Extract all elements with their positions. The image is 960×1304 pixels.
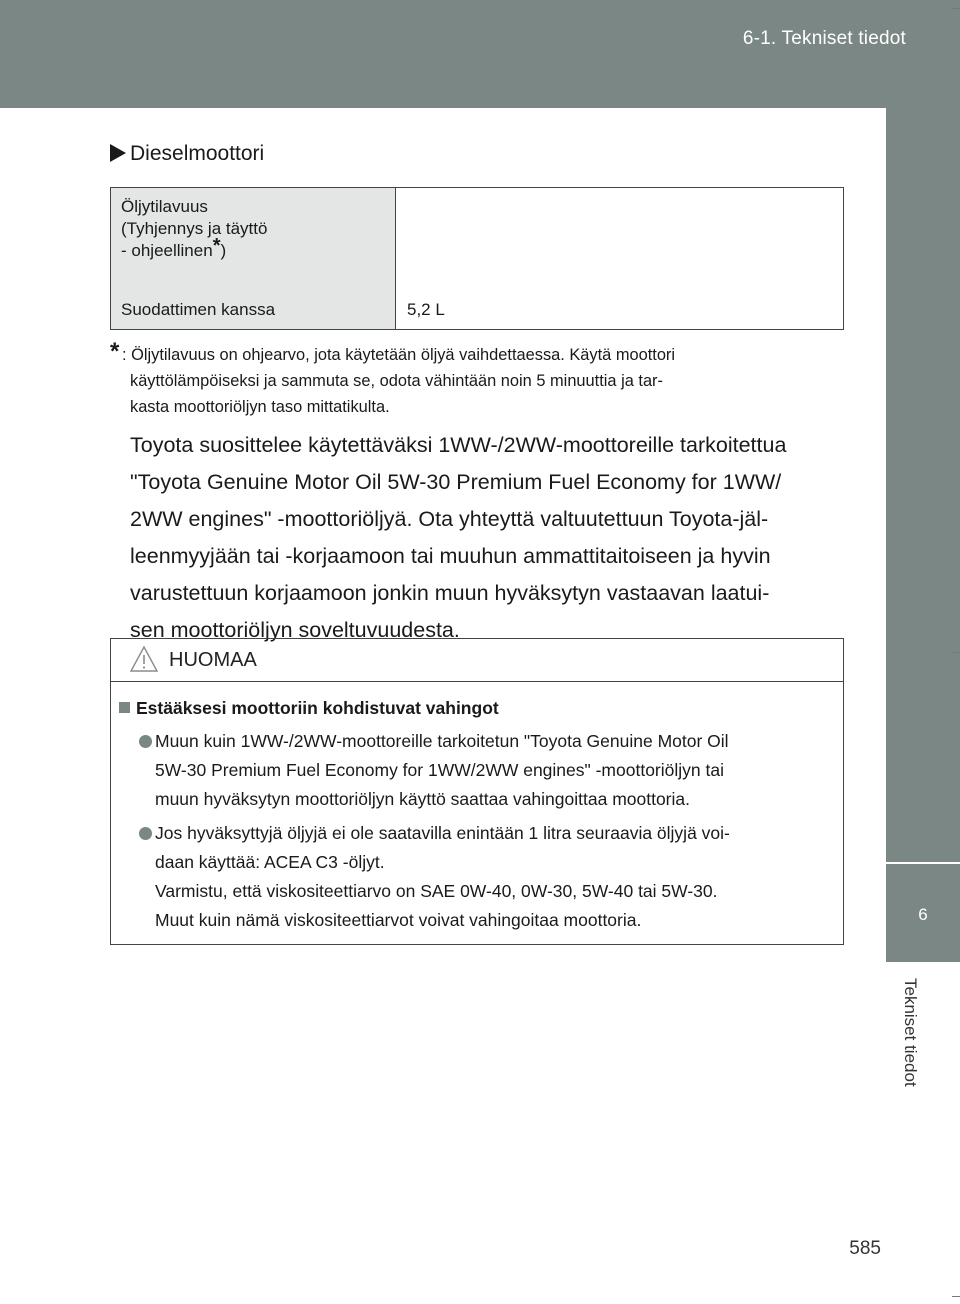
warning-triangle-icon: [129, 645, 159, 678]
bullet-line: Jos hyväksyttyjä öljyjä ei ole saatavilla enintään 1 litra seuraavia öljyjä voi-: [155, 823, 730, 843]
bullet-line: muun hyväksytyn moottoriöljyn käyttö saattaa vahingoittaa moottoria.: [155, 789, 690, 809]
paragraph-line: varustettuun korjaamoon jonkin muun hyväksytyn vastaavan laatui-: [130, 581, 770, 605]
notice-bullet: [139, 819, 839, 935]
square-bullet-icon: [119, 702, 130, 713]
table-label: [121, 196, 267, 262]
paragraph-line: leenmyyjään tai -korjaamoon tai muuhun ammattitaitoiseen ja hyvin: [130, 544, 771, 568]
bullet-line: daan käyttää: ACEA C3 -öljyt.: [155, 852, 385, 872]
bullet-text: [155, 727, 839, 814]
crop-mark: [952, 1296, 960, 1297]
notice-box: [110, 638, 844, 945]
row-value: 5,2 L: [407, 300, 445, 319]
bullet-dot-icon: [139, 827, 152, 840]
bullet-line: 5W-30 Premium Fuel Economy for 1WW/2WW engines" -moottoriöljyn tai: [155, 760, 724, 780]
notice-title: HUOMAA: [169, 649, 257, 671]
paragraph-line: sen moottoriöljyn soveltuvuudesta.: [130, 618, 460, 642]
crop-mark: [952, 652, 960, 653]
label-line-text: - ohjeellinen: [121, 241, 213, 260]
section-title-text: Dieselmoottori: [130, 142, 265, 165]
paragraph-line: "Toyota Genuine Motor Oil 5W-30 Premium Fuel Economy for 1WW/: [130, 470, 782, 494]
label-line: (Tyhjennys ja täyttö: [121, 219, 268, 238]
table-label-cell: [111, 188, 396, 330]
triangle-right-icon: [110, 144, 126, 162]
row-label: Suodattimen kanssa: [121, 300, 276, 319]
footnote-line: : Öljytilavuus on ohjearvo, jota käytetään öljyä vaihdettaessa. Käytä moottori: [122, 346, 676, 364]
footnote: [110, 338, 840, 420]
section-header: 6-1. Tekniset tiedot: [742, 28, 906, 49]
main-paragraph: [130, 427, 842, 649]
page-number: 585: [849, 1238, 881, 1259]
notice-bullet: [139, 727, 839, 814]
paragraph-line: 2WW engines" -moottoriöljyä. Ota yhteyttä valtuutettuun Toyota-jäl-: [130, 507, 769, 531]
notice-heading: [119, 698, 499, 719]
crop-mark: [952, 8, 960, 9]
footnote-line: kasta moottoriöljyn taso mittatikulta.: [130, 398, 390, 416]
section-title: [110, 142, 264, 166]
bullet-dot-icon: [139, 735, 152, 748]
chapter-label: Tekniset tiedot: [901, 978, 920, 1087]
header-bar: [0, 0, 960, 108]
footnote-marker: *: [110, 338, 120, 365]
notice-header: [111, 639, 843, 682]
bullet-text: [155, 819, 839, 935]
footnote-line: käyttölämpöiseksi ja sammuta se, odota vähintään noin 5 minuuttia ja tar-: [130, 372, 663, 390]
oil-capacity-table: [110, 187, 844, 330]
bullet-line: Varmistu, että viskositeettiarvo on SAE 0W-40, 0W-30, 5W-40 tai 5W-30.: [155, 881, 718, 901]
notice-heading-text: Estääksesi moottoriin kohdistuvat vahingot: [136, 698, 499, 718]
bullet-line: Muut kuin nämä viskositeettiarvot voivat vahingoitaa moottoria.: [155, 910, 642, 930]
label-line: [121, 235, 267, 262]
label-line: Öljytilavuus: [121, 197, 208, 216]
paragraph-line: Toyota suosittelee käytettäväksi 1WW-/2WW-moottoreille tarkoitettua: [130, 433, 787, 457]
chapter-number: 6: [918, 905, 928, 924]
label-close: ): [220, 241, 227, 260]
table-value-cell: [396, 188, 844, 330]
footnote-star: *: [212, 235, 221, 257]
bullet-line: Muun kuin 1WW-/2WW-moottoreille tarkoitetun "Toyota Genuine Motor Oil: [155, 731, 729, 751]
